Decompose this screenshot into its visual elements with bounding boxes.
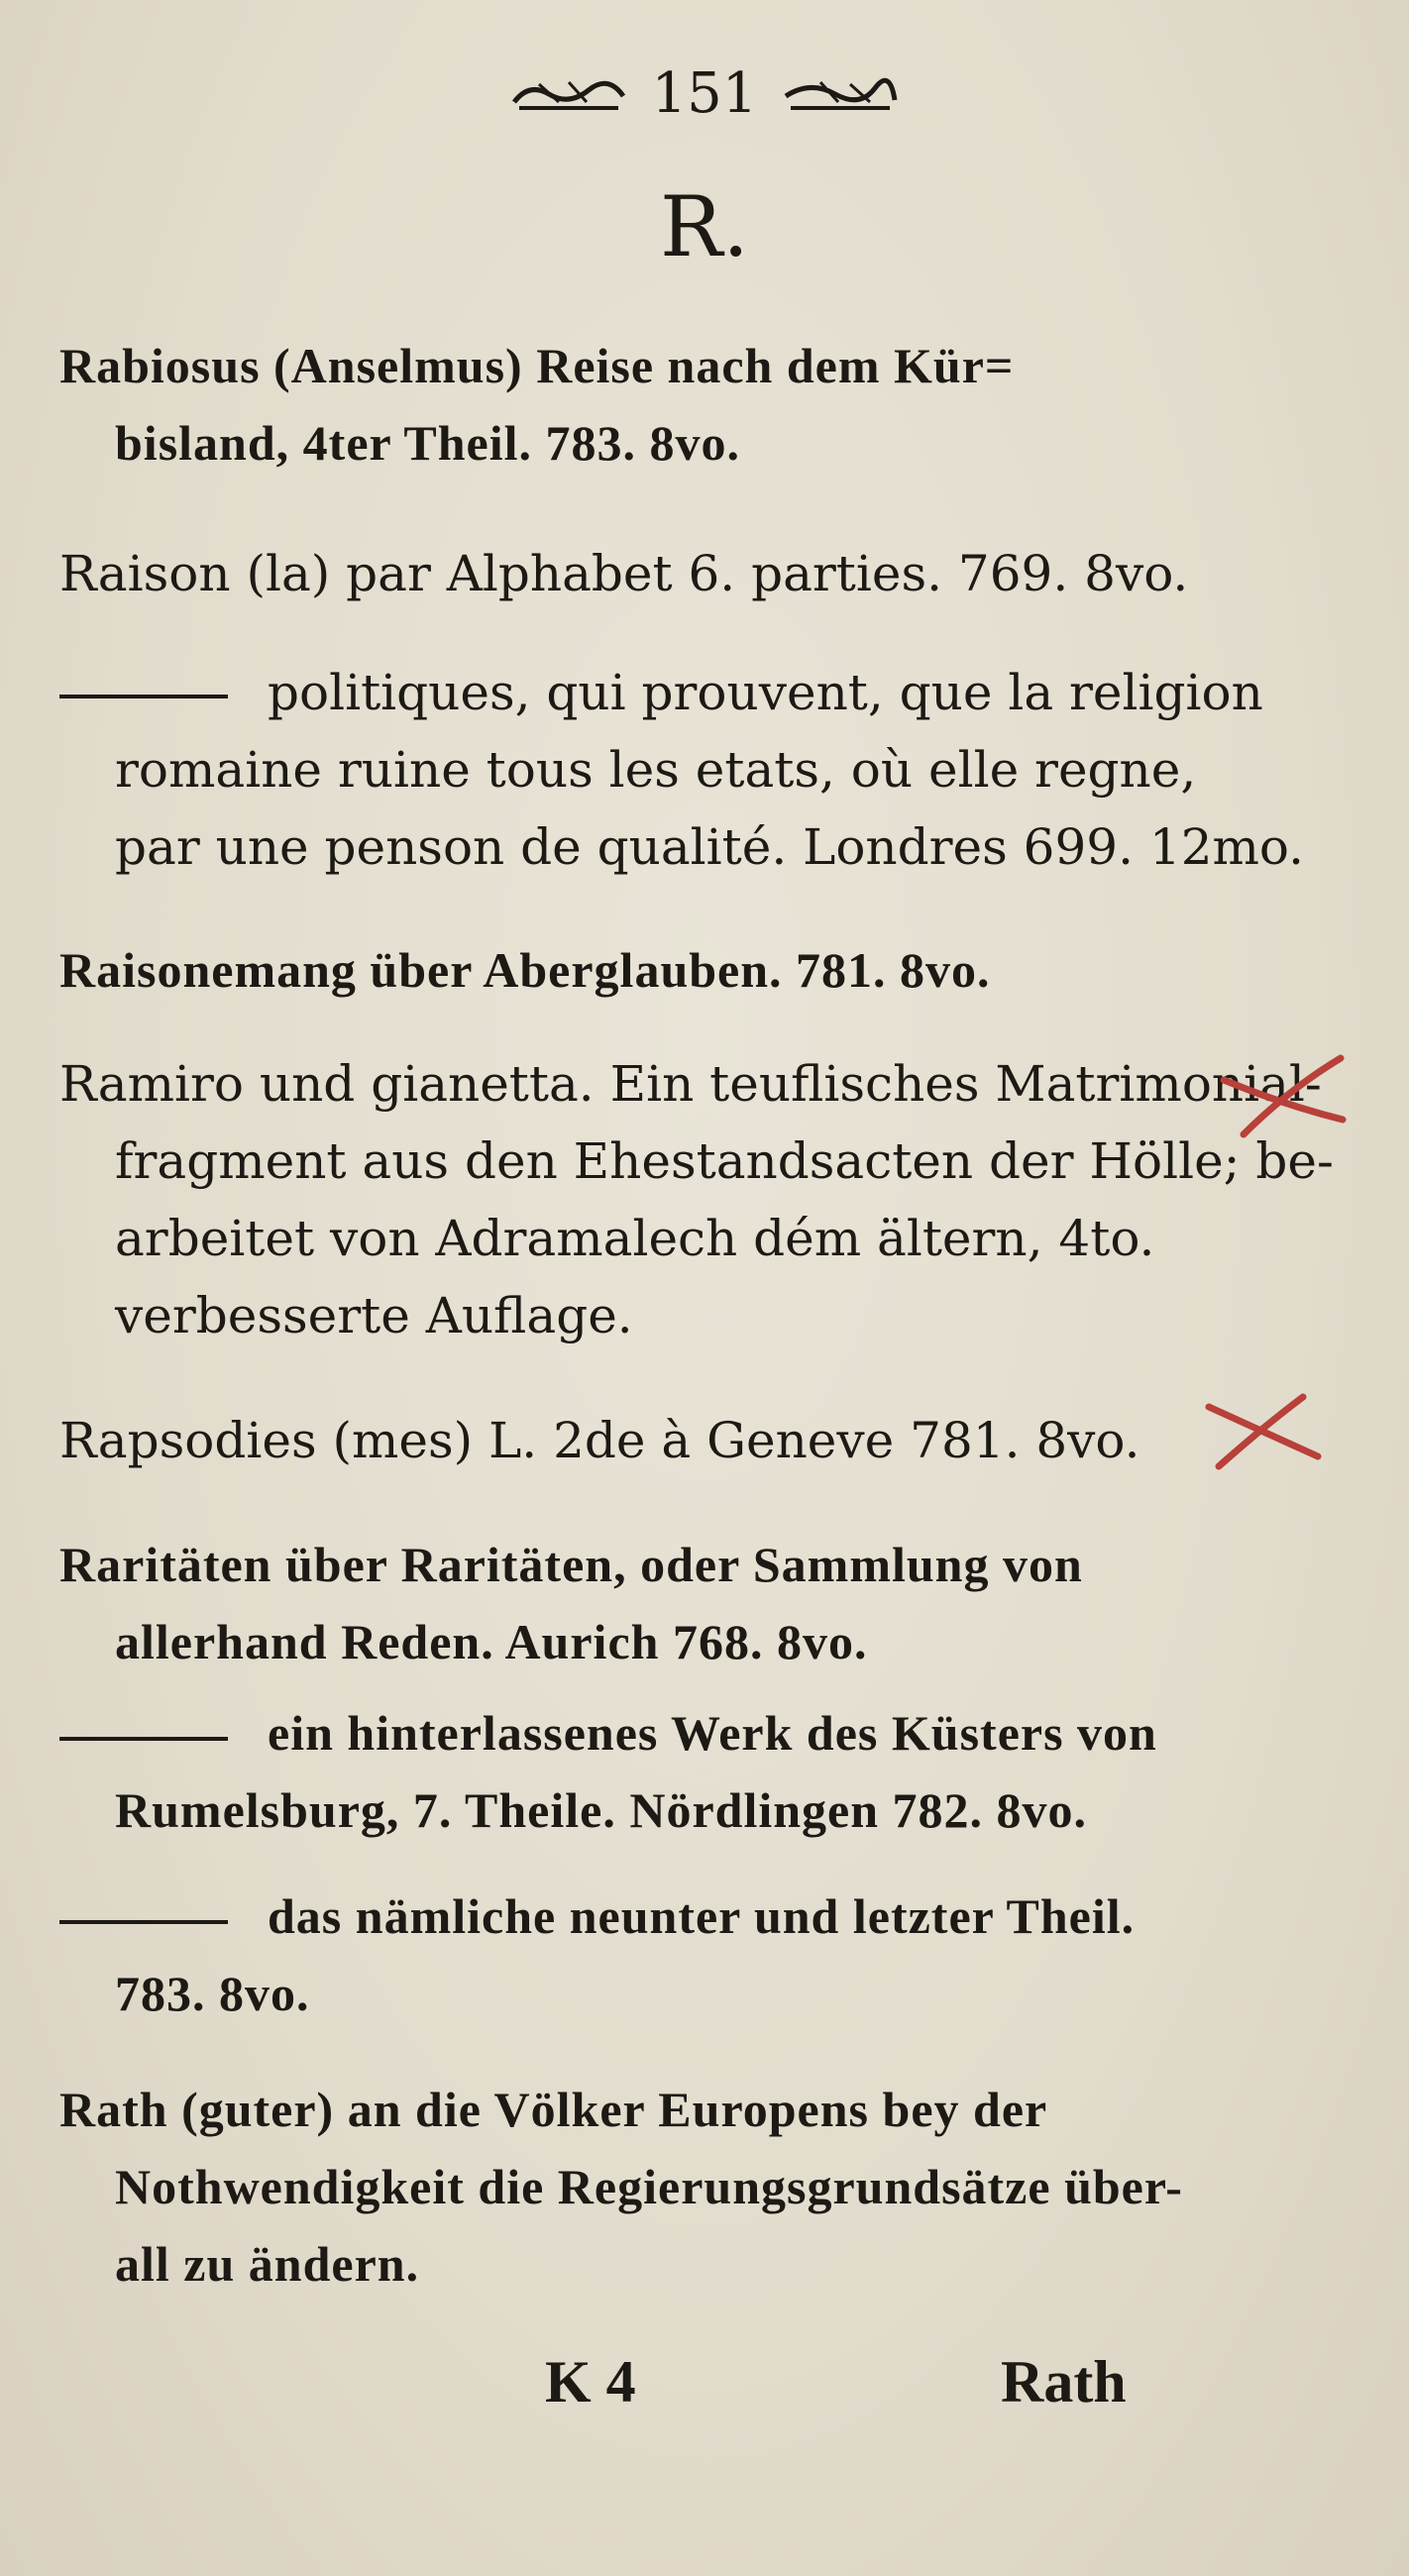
entry-line: Raisonemang über Aberglauben. 781. 8vo. [59, 942, 991, 998]
entry-line: verbesserte Auflage. [115, 1287, 633, 1344]
ditto-dash [59, 1737, 228, 1741]
entry-line: 783. 8vo. [115, 1966, 310, 2021]
entry-line: Rumelsburg, 7. Theile. Nördlingen 782. 8vo. [115, 1782, 1088, 1838]
entry-line: Ramiro und gianetta. Ein teuflisches Matrimonial- [59, 1055, 1322, 1113]
entry-line: par une penson de qualité. Londres 699. 12mo. [115, 818, 1305, 876]
entry-line: allerhand Reden. Aurich 768. 8vo. [115, 1614, 868, 1669]
entry-raison [59, 535, 1229, 612]
entry-line: bisland, 4ter Theil. 783. 8vo. [115, 415, 741, 471]
entry-raritaeten [59, 1526, 1229, 1680]
entry-line: arbeitet von Adramalech dém ältern, 4to. [115, 1210, 1155, 1267]
page-number: 151 [651, 61, 758, 126]
entry-line: Rath (guter) an die Völker Europens bey der [59, 2082, 1048, 2137]
section-letter: R. [660, 178, 749, 275]
entry-line: Rabiosus (Anselmus) Reise nach dem Kür= [59, 338, 1015, 393]
entry-line: romaine ruine tous les etats, où elle regne, [115, 741, 1197, 799]
entry-raritaeten-hinterlassenes [59, 1694, 1229, 1849]
entry-raisonemang [59, 931, 1229, 1009]
ornament-right-icon [781, 72, 900, 116]
entry-raison-politiques [59, 654, 1305, 886]
ditto-dash [59, 1920, 228, 1924]
entry-line: ein hinterlassenes Werk des Küsters von [268, 1705, 1157, 1761]
entry-ramiro [59, 1045, 1334, 1354]
entry-rabiosus [59, 327, 1229, 482]
entry-line: Nothwendigkeit die Regierungsgrundsätze über- [115, 2159, 1183, 2214]
entry-line: Raritäten über Raritäten, oder Sammlung von [59, 1537, 1083, 1592]
entry-line: das nämliche neunter und letzter Theil. [268, 1888, 1136, 1944]
entry-raritaeten-neunter [59, 1878, 1229, 2032]
signature-mark: K 4 [545, 2349, 636, 2415]
ditto-dash [59, 695, 228, 698]
entry-rath [59, 2071, 1229, 2303]
entry-line: politiques, qui prouvent, que la religion [268, 664, 1263, 721]
entry-line: all zu ändern. [115, 2236, 420, 2292]
entry-line: fragment aus den Ehestandsacten der Hölle; be- [115, 1132, 1334, 1190]
entry-rapsodies [59, 1402, 1229, 1479]
entry-line: Rapsodies (mes) L. 2de à Geneve 781. 8vo. [59, 1412, 1140, 1469]
catchword: Rath [1001, 2349, 1127, 2415]
entry-line: Raison (la) par Alphabet 6. parties. 769. 8vo. [59, 545, 1189, 602]
ornament-left-icon [509, 72, 628, 116]
red-cross-mark-icon [1214, 1050, 1353, 1139]
page-header [0, 61, 1409, 126]
red-cross-mark-icon [1194, 1387, 1333, 1476]
